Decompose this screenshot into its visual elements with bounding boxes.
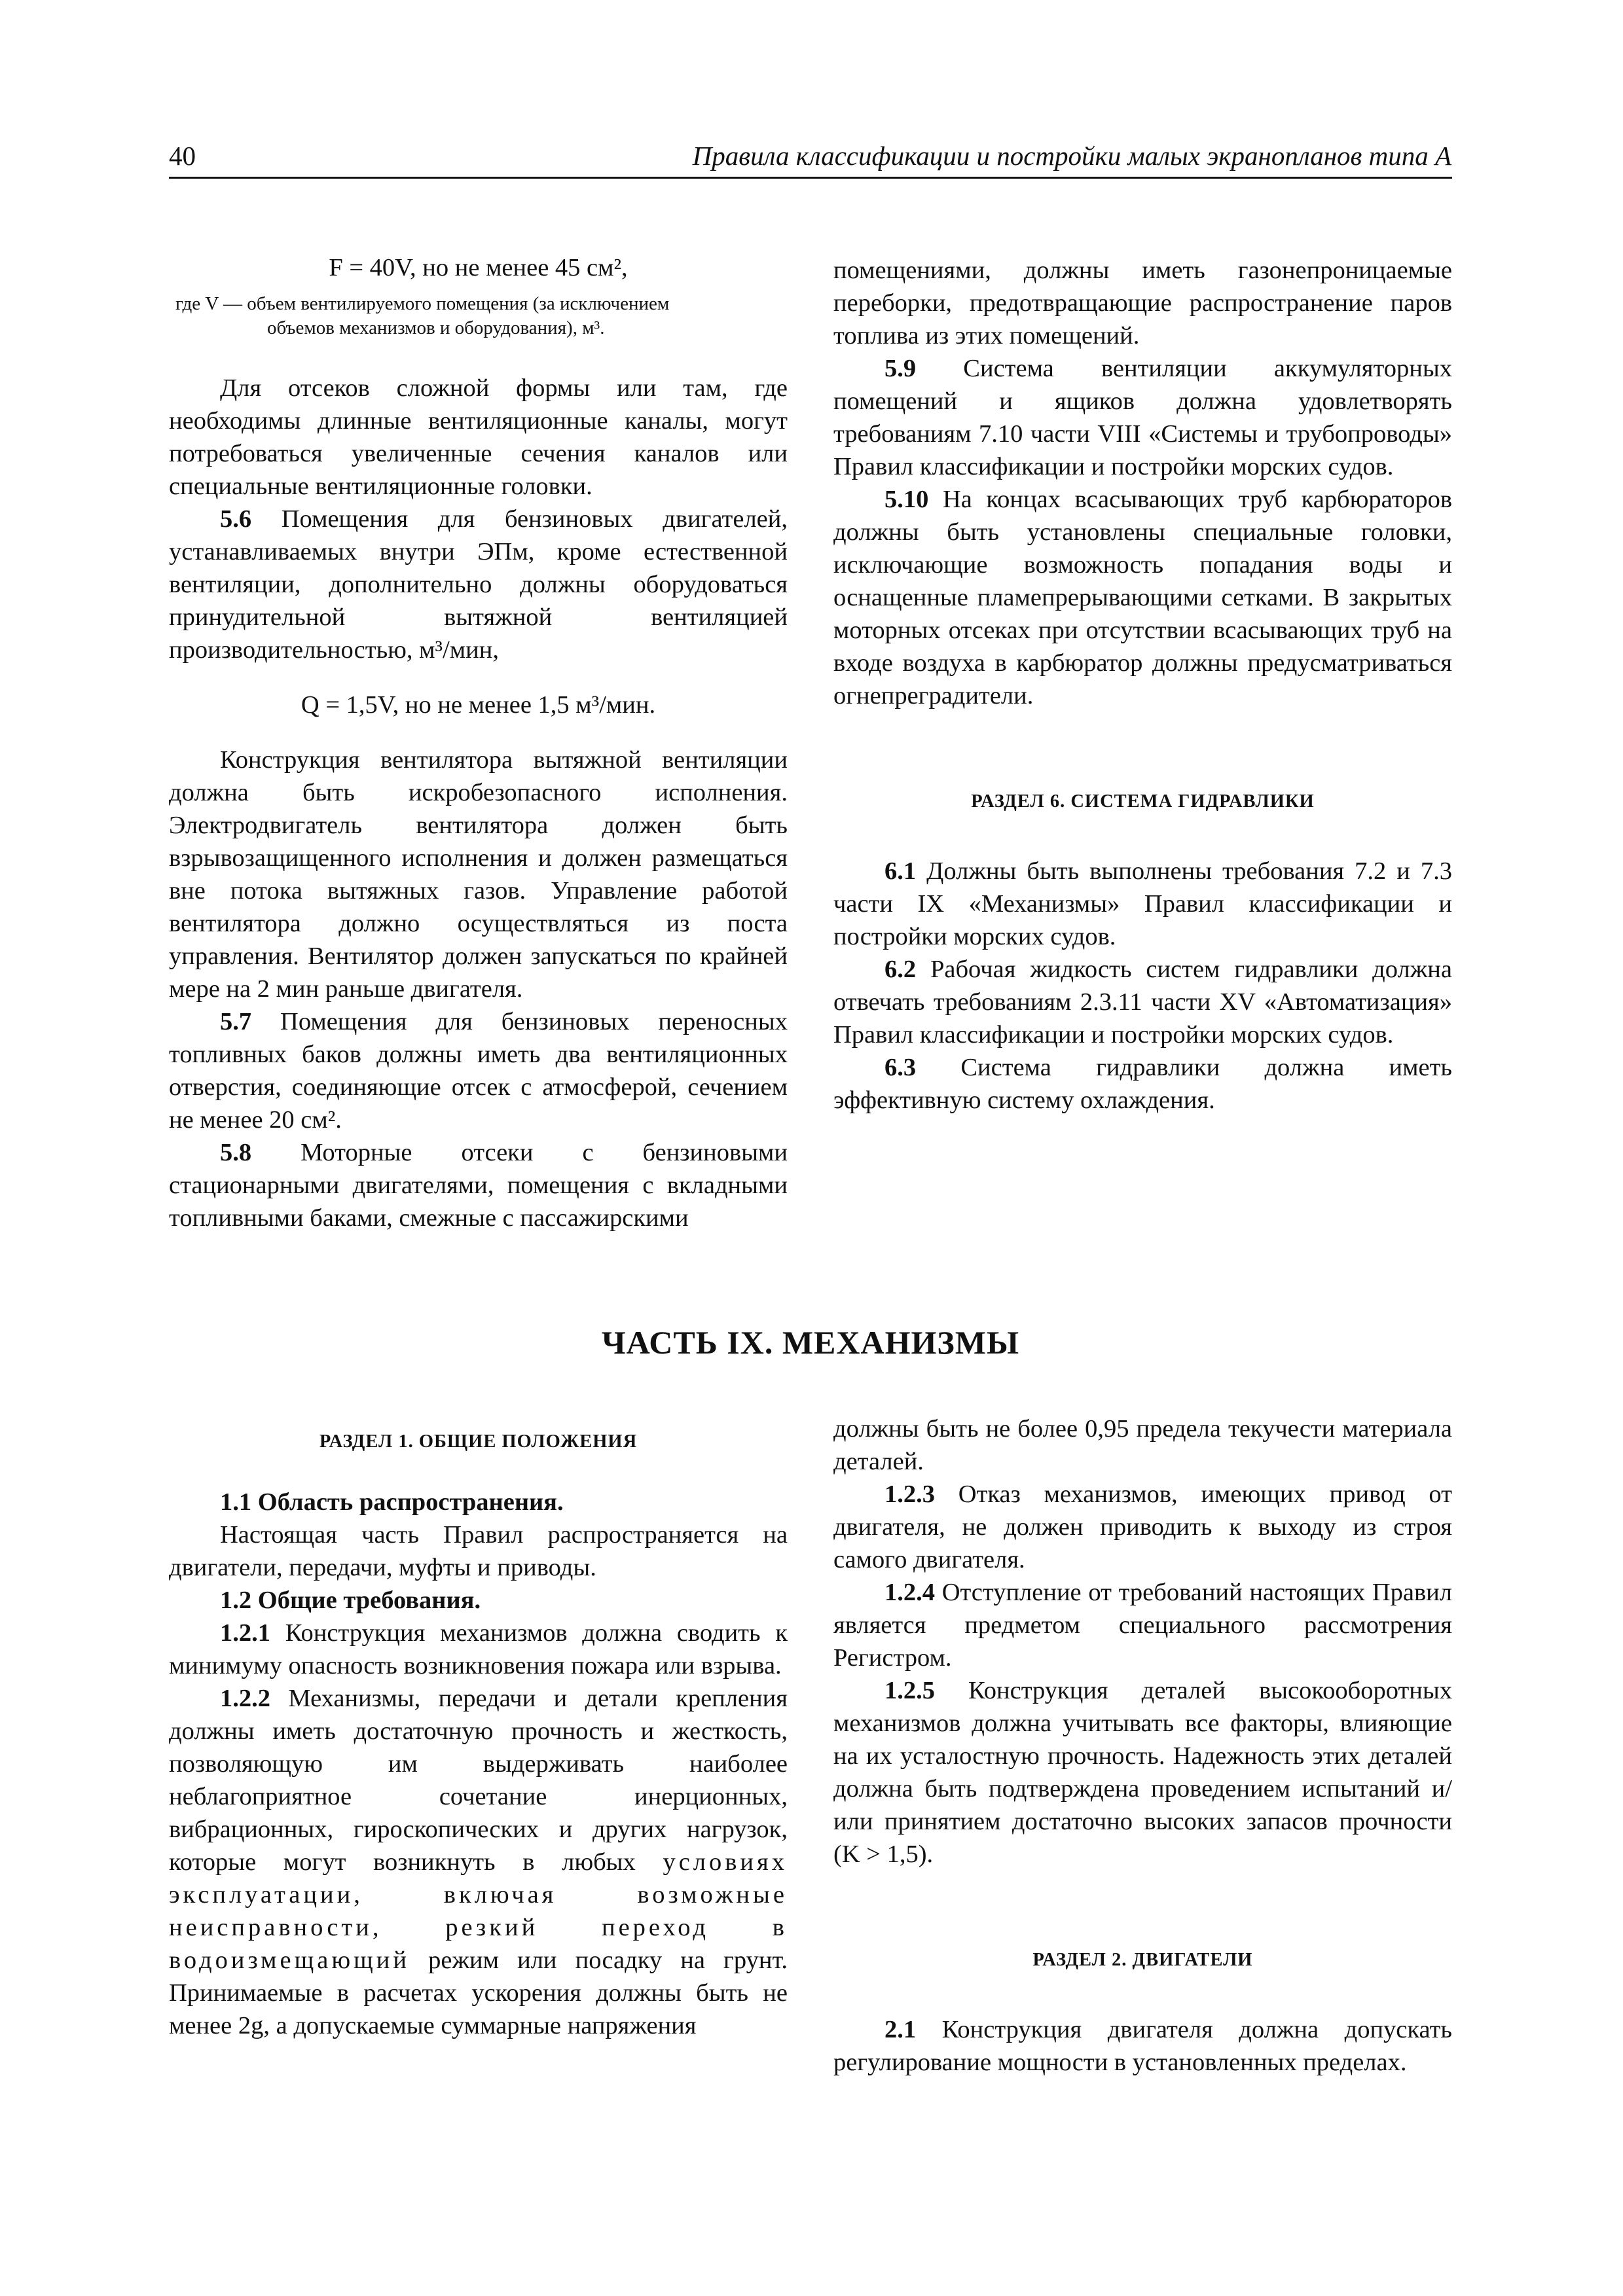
clause-number: 1.2.4 bbox=[884, 1579, 935, 1606]
top-left-column bbox=[169, 251, 788, 1234]
section-heading: РАЗДЕЛ 1. ОБЩИЕ ПОЛОЖЕНИЯ bbox=[319, 1431, 638, 1452]
paragraph: помещениями, должны иметь газонепроницаемые переборки, предотвращающие распространение паров топлива из этих помещений. bbox=[833, 257, 1452, 350]
paragraph-text-spaced: условиях эксплуатации, включая возможные неисправности, резкий переход в водоизмещающий bbox=[169, 1848, 788, 1974]
formula-ventilation-area: F = 40V, но не менее 45 см², bbox=[329, 254, 628, 281]
paragraph-text: Помещения для бензиновых переносных топливных баков должны иметь два вентиляционных отверстия, соединяющие отсек с атмосферой, сечением не менее 20 см². bbox=[169, 1008, 788, 1134]
paragraph: Для отсеков сложной формы или там, где необходимы длинные вентиляционные каналы, могут потребоваться увеличенные сечения каналов или специальные вентиляционные головки. bbox=[169, 374, 788, 500]
paragraph-2-1 bbox=[833, 2013, 1452, 2079]
paragraph-6-2 bbox=[833, 953, 1452, 1051]
clause-number: 1.2.5 bbox=[884, 1677, 935, 1704]
paragraph-1-2-5 bbox=[833, 1674, 1452, 1871]
part-title: ЧАСТЬ IX. МЕХАНИЗМЫ bbox=[601, 1324, 1020, 1361]
running-title: Правила классификации и постройки малых экранопланов типа А bbox=[692, 141, 1451, 171]
formula-legend-line2: объемов механизмов и оборудования), м³. bbox=[267, 317, 605, 338]
paragraph: Настоящая часть Правил распространяется на двигатели, передачи, муфты и приводы. bbox=[169, 1521, 788, 1581]
paragraph-text: Отказ механизмов, имеющих привод от двигателя, не должен приводить к выходу из строя самого двигателя. bbox=[833, 1480, 1452, 1573]
paragraph: должны быть не более 0,95 предела текучести материала деталей. bbox=[833, 1415, 1452, 1475]
paragraph-text: Конструкция деталей высокооборотных механизмов должна учитывать все факторы, влияющие на их усталостную прочность. Надежность этих деталей должна быть подтверждена проведением испытаний и/или принятием достаточно высоких запасов прочности (K > 1,5). bbox=[833, 1677, 1452, 1868]
paragraph-6-3 bbox=[833, 1051, 1452, 1117]
subsection-heading: 1.2 Общие требования. bbox=[220, 1587, 481, 1614]
paragraph-text: Система вентиляции аккумуляторных помещений и ящиков должна удовлетворять требованиям 7.10 части VIII «Системы и трубопроводы» Правил классификации и постройки морских судов. bbox=[833, 355, 1452, 480]
paragraph-text: Конструкция двигателя должна допускать регулирование мощности в установленных пределах. bbox=[833, 2016, 1452, 2076]
paragraph-5-9 bbox=[833, 352, 1452, 483]
clause-number: 1.2.1 bbox=[220, 1619, 270, 1647]
clause-number: 2.1 bbox=[884, 2016, 917, 2043]
clause-number: 6.2 bbox=[884, 956, 917, 983]
clause-number: 1.2.2 bbox=[220, 1685, 270, 1712]
clause-number: 5.9 bbox=[884, 355, 917, 382]
top-right-column bbox=[833, 254, 1452, 1117]
clause-number: 6.1 bbox=[884, 857, 917, 885]
paragraph-text: Должны быть выполнены требования 7.2 и 7.3 части IX «Механизмы» Правил классификации и постройки морских судов. bbox=[833, 857, 1452, 950]
paragraph-5-10 bbox=[833, 483, 1452, 712]
paragraph-text: На концах всасывающих труб карбюраторов должны быть установлены специальные головки, исключающие возможность попадания воды и оснащенные пламепрерывающими сетками. В закрытых моторных отсеках при отсутствии всасывающих труб на входе воздуха в карбюратор должны предусматриваться огнепреградители. bbox=[833, 486, 1452, 709]
clause-number: 5.7 bbox=[220, 1008, 252, 1035]
clause-number: 5.10 bbox=[884, 486, 929, 513]
clause-number: 6.3 bbox=[884, 1054, 917, 1081]
clause-number: 5.8 bbox=[220, 1139, 252, 1166]
paragraph-1-2-3 bbox=[833, 1478, 1452, 1576]
paragraph-text: Конструкция механизмов должна сводить к минимуму опасность возникновения пожара или взрыва. bbox=[169, 1619, 788, 1679]
paragraph-text: Помещения для бензиновых двигателей, устанавливаемых внутри ЭПм, кроме естественной вентиляции, дополнительно должны оборудоваться принудительной вытяжной вентиляцией производительностью, м³/мин, bbox=[169, 505, 788, 664]
paragraph: Конструкция вентилятора вытяжной вентиляции должна быть искробезопасного исполнения. Электродвигатель вентилятора должен быть взрывозащищенного исполнения и должен размещаться вне потока вытяжных газов. Управление работой вентилятора должно осуществляться из поста управления. Вентилятор должен запускаться по крайней мере на 2 мин раньше двигателя. bbox=[169, 746, 788, 1003]
paragraph-text: Моторные отсеки с бензиновыми стационарными двигателями, помещения с вкладными топливными баками, смежные с пассажирскими bbox=[169, 1139, 788, 1232]
formula-fan-capacity: Q = 1,5V, но не менее 1,5 м³/мин. bbox=[301, 691, 656, 719]
paragraph-5-7 bbox=[169, 1005, 788, 1136]
paragraph-1-2-2 bbox=[169, 1682, 788, 2042]
subsection-heading: 1.1 Область распространения. bbox=[220, 1488, 564, 1516]
formula-legend-line1: где V — объем вентилируемого помещения (за исключением bbox=[175, 293, 670, 314]
paragraph-text: Система гидравлики должна иметь эффективную систему охлаждения. bbox=[833, 1054, 1452, 1114]
bottom-left-column bbox=[169, 1426, 788, 2042]
paragraph-1-2-4 bbox=[833, 1576, 1452, 1674]
paragraph-1-2-1 bbox=[169, 1617, 788, 1682]
paragraph-6-1 bbox=[833, 855, 1452, 953]
page-number: 40 bbox=[169, 141, 196, 171]
paragraph-text: режим или посадку на грунт. Принимаемые в расчетах ускорения должны быть не менее 2g, а допускаемые суммарные напряжения bbox=[169, 1946, 788, 2039]
paragraph-text: Механизмы, передачи и детали крепления должны иметь достаточную прочность и жесткость, позволяющую им выдерживать наиболее неблагоприятное сочетание инерционных, вибрационных, гироскопических и других нагрузок, которые могут возникнуть в любых bbox=[169, 1685, 788, 1876]
clause-number: 1.2.3 bbox=[884, 1480, 935, 1508]
clause-number: 5.6 bbox=[220, 505, 252, 533]
header-rule bbox=[169, 177, 1452, 179]
paragraph-5-8 bbox=[169, 1136, 788, 1234]
paragraph-5-6 bbox=[169, 503, 788, 666]
paragraph-text: Рабочая жидкость систем гидравлики должна отвечать требованиям 2.3.11 части XV «Автоматизация» Правил классификации и постройки морских судов. bbox=[833, 956, 1452, 1049]
section-heading: РАЗДЕЛ 6. СИСТЕМА ГИДРАВЛИКИ bbox=[971, 791, 1315, 812]
bottom-right-column bbox=[833, 1412, 1452, 2079]
section-heading: РАЗДЕЛ 2. ДВИГАТЕЛИ bbox=[1032, 1950, 1253, 1970]
paragraph-text: Отступление от требований настоящих Правил является предметом специального рассмотрения Регистром. bbox=[833, 1579, 1452, 1672]
